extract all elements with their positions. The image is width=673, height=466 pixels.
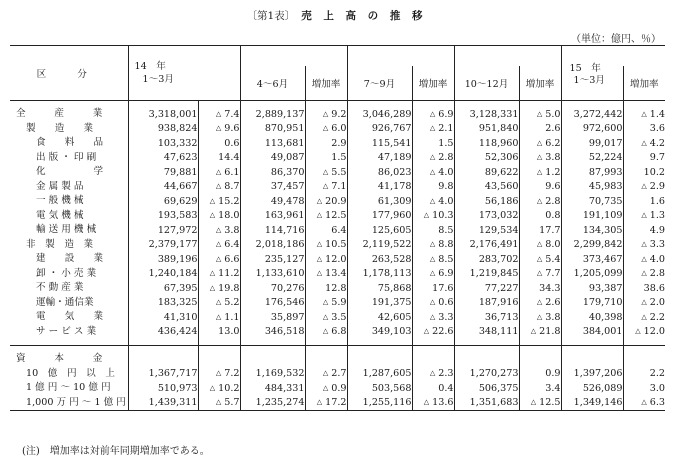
capital-rows [10, 339, 665, 411]
table-row [10, 396, 665, 411]
cell-rate: △ 1.2 [519, 165, 561, 180]
cell-value: 938,824 [157, 123, 198, 135]
header-category: 区 分 [10, 46, 128, 101]
cell-value [128, 352, 198, 367]
period-label: 14 年 1～3月 [134, 61, 174, 85]
cell-value: 79,881 [163, 166, 198, 178]
cell-value: 510,973 [157, 382, 198, 394]
cell-value: 70,276 [270, 282, 305, 294]
cell-rate: △ 3.8 [198, 223, 240, 238]
cell-rate: △ 19.8 [198, 281, 240, 296]
cell-value: 1,169,532 [255, 368, 305, 380]
cell-rate: △ 6.1 [198, 165, 240, 180]
industry-rows [10, 101, 665, 340]
cell-value: 235,127 [264, 253, 305, 265]
cell-rate: △ 3.8 [519, 310, 561, 325]
cell-value: 2,018,186 [255, 239, 305, 251]
cell-value: 118,960 [478, 137, 519, 149]
cell-value: 1,205,099 [573, 268, 623, 280]
cell-rate: △ 8.5 [412, 252, 454, 267]
row-label: 製 造 業 [10, 122, 128, 137]
row-label: 食 料 品 [10, 136, 128, 151]
cell-rate: △ 13.6 [412, 396, 454, 411]
cell-rate: △ 3.5 [305, 310, 347, 325]
table-row [10, 209, 665, 224]
cell-rate: △ 8.0 [519, 238, 561, 253]
cell-value [561, 352, 623, 367]
table-row [10, 310, 665, 325]
cell-rate: △ 2.9 [623, 180, 665, 195]
cell-value: 951,840 [478, 123, 519, 135]
cell-rate: △ 0.9 [305, 381, 347, 396]
header-period-2: 4～6月 [240, 66, 305, 101]
cell-rate: 1.5 [305, 151, 347, 166]
cell-value: 506,375 [478, 382, 519, 394]
cell-rate: △ 6.2 [519, 136, 561, 151]
cell-value: 37,457 [270, 181, 305, 193]
cell-value: 187,916 [478, 297, 519, 309]
cell-rate: △ 8.8 [412, 238, 454, 253]
cell-value: 52,224 [588, 152, 623, 164]
cell-rate: 8.5 [412, 223, 454, 238]
cell-rate: △ 18.0 [198, 209, 240, 224]
cell-value: 3,318,001 [148, 108, 198, 120]
cell-rate: △ 2.2 [623, 310, 665, 325]
header-rate: 増加率 [623, 66, 665, 101]
cell-rate [305, 352, 347, 367]
header-rate: 増加率 [519, 66, 561, 101]
cell-rate: △ 7.7 [519, 267, 561, 282]
cell-value: 193,583 [157, 210, 198, 222]
cell-rate: 3.0 [623, 381, 665, 396]
cell-rate: △ 13.4 [305, 267, 347, 282]
cell-value: 35,897 [270, 311, 305, 323]
row-label: 10 億 円 以 上 [10, 367, 128, 382]
table-row [10, 352, 665, 367]
cell-rate: △ 17.2 [305, 396, 347, 411]
cell-rate: △ 12.0 [305, 252, 347, 267]
cell-value: 1,287,605 [362, 368, 412, 380]
cell-rate: △ 21.8 [519, 325, 561, 340]
table-row [10, 107, 665, 122]
row-label: 輸 送 用 機 械 [10, 223, 128, 238]
cell-value: 44,667 [163, 181, 198, 193]
cell-rate: 38.6 [623, 281, 665, 296]
cell-rate: △ 2.3 [412, 367, 454, 382]
cell-rate: △ 6.9 [412, 107, 454, 122]
cell-rate: △ 2.1 [412, 122, 454, 137]
cell-value: 75,868 [377, 282, 412, 294]
cell-value: 384,001 [582, 326, 623, 338]
header-rate: 増加率 [412, 66, 454, 101]
header-period-3: 7～9月 [347, 66, 412, 101]
cell-rate: △ 10.5 [305, 238, 347, 253]
cell-rate: △ 4.0 [623, 252, 665, 267]
cell-rate: 13.0 [198, 325, 240, 340]
cell-rate [519, 352, 561, 367]
cell-rate: △ 5.7 [198, 396, 240, 411]
cell-rate: 9.8 [412, 180, 454, 195]
cell-rate: △ 5.5 [305, 165, 347, 180]
unit-label: （単位：億円、％） [571, 34, 661, 45]
cell-value: 40,398 [588, 311, 623, 323]
cell-value: 503,568 [371, 382, 412, 394]
row-label: 一 般 機 械 [10, 194, 128, 209]
footnote: (注) 増加率は対前年同期増加率である。 [22, 446, 210, 457]
cell-rate [198, 352, 240, 367]
cell-value: 349,103 [371, 326, 412, 338]
cell-rate: △ 2.7 [305, 367, 347, 382]
cell-rate: 4.9 [623, 223, 665, 238]
row-label: 運輸・通信業 [10, 296, 128, 311]
cell-value: 127,972 [157, 224, 198, 236]
row-label: 金 属 製 品 [10, 180, 128, 195]
cell-rate: △ 12.5 [305, 209, 347, 224]
cell-rate: △ 6.9 [412, 267, 454, 282]
cell-rate: △ 20.9 [305, 194, 347, 209]
row-label: 電 気 業 [10, 310, 128, 325]
cell-rate: △ 3.8 [519, 151, 561, 166]
cell-rate: △ 10.3 [412, 209, 454, 224]
cell-value: 114,716 [264, 224, 305, 236]
cell-value: 1,439,311 [128, 396, 198, 411]
table-row [10, 267, 665, 282]
cell-value: 526,089 [582, 382, 623, 394]
cell-value: 125,605 [371, 224, 412, 236]
cell-rate: △ 1.1 [198, 310, 240, 325]
cell-rate: △ 6.8 [305, 325, 347, 340]
cell-value: 2,299,842 [573, 239, 623, 251]
table-row [10, 122, 665, 137]
cell-rate: 0.8 [519, 209, 561, 224]
cell-rate: 2.6 [519, 122, 561, 137]
cell-value: 49,087 [270, 152, 305, 164]
cell-value: 346,518 [264, 326, 305, 338]
cell-value: 348,111 [478, 326, 519, 338]
cell-value: 45,983 [588, 181, 623, 193]
cell-value: 1,255,116 [347, 396, 412, 411]
cell-rate: 10.2 [623, 165, 665, 180]
cell-value: 176,546 [264, 297, 305, 309]
cell-value: 263,528 [371, 253, 412, 265]
cell-rate: △ 2.8 [623, 267, 665, 282]
cell-rate: △ 7.1 [305, 180, 347, 195]
cell-value: 41,178 [377, 181, 412, 193]
header-row-top [10, 46, 665, 67]
table-row [10, 296, 665, 311]
row-label: 電 気 機 械 [10, 209, 128, 224]
row-label: 1 億 円 ～ 10 億 円 [10, 381, 128, 396]
cell-value: 1,351,683 [454, 396, 519, 411]
cell-value: 436,424 [157, 326, 198, 338]
header-period-1 [128, 46, 240, 101]
cell-rate: △ 2.8 [412, 151, 454, 166]
cell-rate: 17.6 [412, 281, 454, 296]
cell-value: 173,032 [478, 210, 519, 222]
row-label: 化 学 [10, 165, 128, 180]
cell-rate: △ 9.2 [305, 107, 347, 122]
cell-value: 1,349,146 [561, 396, 623, 411]
cell-rate: △ 5.2 [198, 296, 240, 311]
cell-rate: △ 3.3 [623, 238, 665, 253]
cell-rate: △ 0.6 [412, 296, 454, 311]
cell-value: 3,046,289 [362, 108, 412, 120]
cell-value: 47,189 [377, 152, 412, 164]
cell-rate: △ 6.6 [198, 252, 240, 267]
cell-value: 89,622 [484, 166, 519, 178]
row-label: 非 製 造 業 [10, 238, 128, 253]
cell-value: 67,395 [163, 282, 198, 294]
cell-rate: △ 7.2 [198, 367, 240, 382]
table-title [0, 8, 673, 23]
row-label: 資 本 金 [10, 352, 128, 367]
header-period-4: 10～12月 [454, 66, 519, 101]
table-row [10, 136, 665, 151]
cell-rate: 0.9 [519, 367, 561, 382]
cell-value: 926,767 [371, 123, 412, 135]
cell-rate: △ 3.3 [412, 310, 454, 325]
cell-rate: △ 1.3 [623, 209, 665, 224]
cell-value: 69,629 [163, 195, 198, 207]
cell-rate: △ 9.6 [198, 122, 240, 137]
cell-value: 113,681 [264, 137, 305, 149]
cell-value: 2,119,522 [362, 239, 412, 251]
table-row [10, 325, 665, 340]
cell-rate: △ 2.8 [519, 194, 561, 209]
table-row [10, 252, 665, 267]
cell-rate: 3.6 [623, 122, 665, 137]
cell-rate: 0.4 [412, 381, 454, 396]
cell-rate: 1.5 [412, 136, 454, 151]
cell-value: 1,397,206 [573, 368, 623, 380]
cell-rate: △ 4.0 [412, 194, 454, 209]
cell-rate: 6.4 [305, 223, 347, 238]
cell-value: 52,306 [484, 152, 519, 164]
table-row [10, 151, 665, 166]
table-row [10, 281, 665, 296]
cell-rate: △ 11.2 [198, 267, 240, 282]
cell-value [240, 352, 305, 367]
cell-rate: △ 6.4 [198, 238, 240, 253]
cell-rate: △ 22.6 [412, 325, 454, 340]
cell-value: 1,367,717 [148, 368, 198, 380]
cell-value: 1,219,845 [469, 268, 519, 280]
table-row [10, 165, 665, 180]
table-row [10, 381, 665, 396]
cell-rate: 2.9 [305, 136, 347, 151]
cell-value: 36,713 [484, 311, 519, 323]
cell-value: 484,331 [264, 382, 305, 394]
cell-value: 177,960 [371, 210, 412, 222]
cell-rate: △ 5.9 [305, 296, 347, 311]
cell-rate: △ 4.0 [412, 165, 454, 180]
cell-value: 389,196 [157, 253, 198, 265]
cell-value: 87,993 [588, 166, 623, 178]
cell-value: 70,735 [588, 195, 623, 207]
cell-rate: △ 6.3 [623, 396, 665, 411]
cell-rate: △ 6.0 [305, 122, 347, 137]
cell-value: 191,109 [582, 210, 623, 222]
cell-value: 61,309 [377, 195, 412, 207]
cell-rate: △ 2.6 [519, 296, 561, 311]
cell-rate: △ 2.0 [623, 296, 665, 311]
cell-rate: △ 12.5 [519, 396, 561, 411]
cell-value: 1,178,113 [362, 268, 412, 280]
cell-rate: △ 10.2 [198, 381, 240, 396]
cell-rate: 1.6 [623, 194, 665, 209]
cell-rate: △ 5.0 [519, 107, 561, 122]
cell-value [347, 352, 412, 367]
cell-value: 93,387 [588, 282, 623, 294]
table-row [10, 223, 665, 238]
cell-value: 43,560 [484, 181, 519, 193]
cell-value: 86,370 [270, 166, 305, 178]
cell-value: 1,133,610 [255, 268, 305, 280]
row-label: 1,000 万 円 ～ 1 億 円 [10, 396, 128, 411]
header-rate: 増加率 [305, 66, 347, 101]
cell-rate: 14.4 [198, 151, 240, 166]
row-label: 建 設 業 [10, 252, 128, 267]
table-number: 〔第1表〕 [246, 10, 296, 22]
cell-rate: △ 15.2 [198, 194, 240, 209]
cell-rate: △ 8.7 [198, 180, 240, 195]
cell-value: 49,478 [270, 195, 305, 207]
cell-rate: 2.2 [623, 367, 665, 382]
cell-value: 373,467 [582, 253, 623, 265]
row-label: サ ー ビ ス 業 [10, 325, 128, 340]
cell-value: 3,272,442 [573, 108, 623, 120]
header-period-5: 15 年 1～3月 [561, 66, 623, 101]
cell-rate: △ 4.2 [623, 136, 665, 151]
cell-value: 2,176,491 [469, 239, 519, 251]
cell-value: 870,951 [264, 123, 305, 135]
cell-value: 99,017 [588, 137, 623, 149]
row-label: 不 動 産 業 [10, 281, 128, 296]
cell-value: 1,270,273 [469, 368, 519, 380]
cell-value: 134,305 [582, 224, 623, 236]
cell-value: 129,534 [478, 224, 519, 236]
table-row [10, 180, 665, 195]
cell-value: 2,889,137 [255, 108, 305, 120]
cell-rate: 34.3 [519, 281, 561, 296]
cell-value: 56,186 [484, 195, 519, 207]
cell-rate [412, 352, 454, 367]
cell-rate: 3.4 [519, 381, 561, 396]
cell-value: 1,235,274 [240, 396, 305, 411]
cell-value: 179,710 [582, 297, 623, 309]
cell-rate: 9.7 [623, 151, 665, 166]
cell-value: 1,240,184 [148, 268, 198, 280]
cell-rate: △ 5.4 [519, 252, 561, 267]
cell-value: 86,023 [377, 166, 412, 178]
cell-value: 42,605 [377, 311, 412, 323]
cell-rate: △ 7.4 [198, 107, 240, 122]
cell-rate: 0.6 [198, 136, 240, 151]
cell-value: 2,379,177 [148, 239, 198, 251]
table-row [10, 194, 665, 209]
sales-table [10, 45, 665, 411]
row-label: 出 版 ・ 印 刷 [10, 151, 128, 166]
cell-value: 183,325 [157, 297, 198, 309]
cell-value: 283,702 [478, 253, 519, 265]
cell-value: 77,227 [484, 282, 519, 294]
cell-rate: 12.8 [305, 281, 347, 296]
row-label: 全 産 業 [10, 107, 128, 122]
cell-rate [623, 352, 665, 367]
cell-value: 115,541 [371, 137, 412, 149]
cell-value: 191,375 [371, 297, 412, 309]
cell-rate: 9.6 [519, 180, 561, 195]
cell-value: 163,961 [264, 210, 305, 222]
cell-rate: △ 1.4 [623, 107, 665, 122]
cell-value: 972,600 [582, 123, 623, 135]
table-row [10, 238, 665, 253]
cell-value: 41,310 [163, 311, 198, 323]
cell-rate: △ 12.0 [623, 325, 665, 340]
table-title-text: 売 上 高 の 推 移 [301, 10, 427, 22]
cell-value [454, 352, 519, 367]
cell-rate: 17.7 [519, 223, 561, 238]
row-label: 卸 ・ 小 売 業 [10, 267, 128, 282]
table-row [10, 367, 665, 382]
cell-value: 47,623 [163, 152, 198, 164]
cell-value: 103,332 [157, 137, 198, 149]
cell-value: 3,128,331 [469, 108, 519, 120]
